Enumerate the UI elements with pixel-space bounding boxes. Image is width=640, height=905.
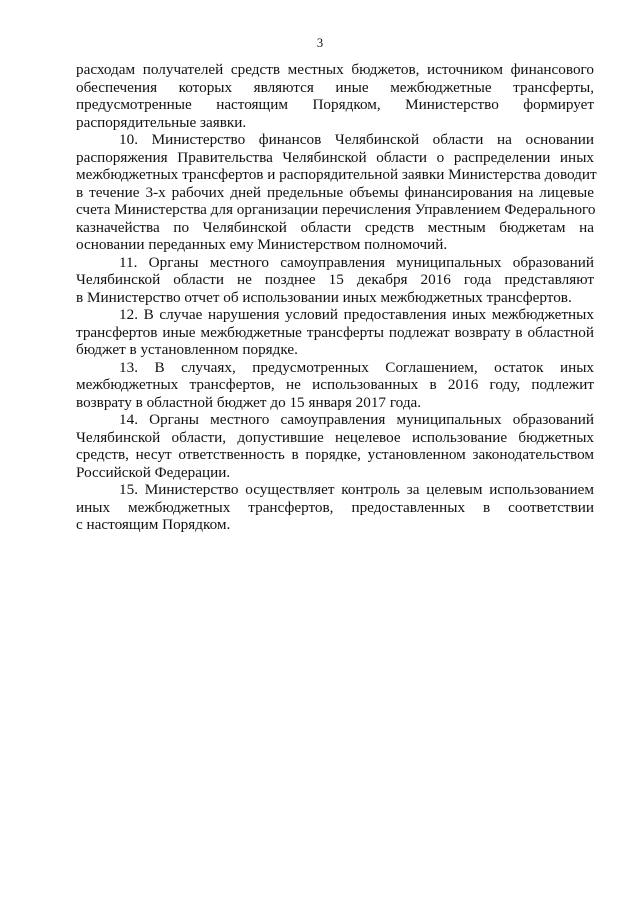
text-line: счета Министерства для организации перечисления Управлением Федерального [76,201,596,218]
paragraph [76,306,594,359]
text-line: Челябинской области, допустившие нецелевое использование бюджетных [76,428,594,446]
text-line: Российской Федерации. [76,463,231,481]
text-line: межбюджетных трансфертов, не использованных в 2016 году, подлежит [76,376,594,393]
text-line: Челябинской области не позднее 15 декабря 2016 года представляют [76,271,594,288]
text-line: казначейства по Челябинской области средств местным бюджетам на [76,218,594,236]
text-line: предусмотренные настоящим Порядком, Министерство формирует [76,96,594,113]
paragraph [76,411,594,481]
text-line: бюджет в установленном порядке. [76,341,298,358]
text-line: с настоящим Порядком. [76,516,231,533]
text-line: в Министерство отчет об использовании иных межбюджетных трансфертов. [76,288,572,306]
text-line: распорядительные заявки. [76,113,247,131]
paragraph [76,254,594,307]
text-line: 13. В случаях, предусмотренных Соглашением, остаток иных [119,358,594,376]
text-line: 15. Министерство осуществляет контроль за целевым использованием [119,481,594,498]
paragraph [76,481,594,534]
text-line: иных межбюджетных трансфертов, предоставленных в соответствии [76,498,594,516]
text-line: распоряжения Правительства Челябинской области о распределении иных [76,148,594,166]
text-line: обеспечения которых являются иные межбюджетные трансферты, [76,78,594,96]
text-line: 14. Органы местного самоуправления муниципальных образований [119,411,594,428]
text-line: трансфертов иные межбюджетные трансферты подлежат возврату в областной [76,323,594,341]
paragraph [76,131,597,254]
paragraph [76,61,594,131]
text-line: 10. Министерство финансов Челябинской области на основании [119,131,594,148]
document-body [76,61,597,534]
text-line: основании переданных ему Министерством полномочий. [76,236,448,253]
text-line: расходам получателей средств местных бюджетов, источником финансового [76,61,594,78]
text-line: межбюджетных трансфертов и распорядительной заявки Министерства доводит [76,166,597,183]
page-number: 3 [316,36,324,50]
text-line: 12. В случае нарушения условий предоставления иных межбюджетных [119,306,594,323]
text-line: возврату в областной бюджет до 15 января 2017 года. [76,393,422,411]
text-line: 11. Органы местного самоуправления муниципальных образований [119,253,594,271]
paragraph [76,359,594,412]
text-line: средств, несут ответственность в порядке, установленном законодательством [76,446,594,463]
text-line: в течение 3-х рабочих дней предельные объемы финансирования на лицевые [76,183,594,201]
